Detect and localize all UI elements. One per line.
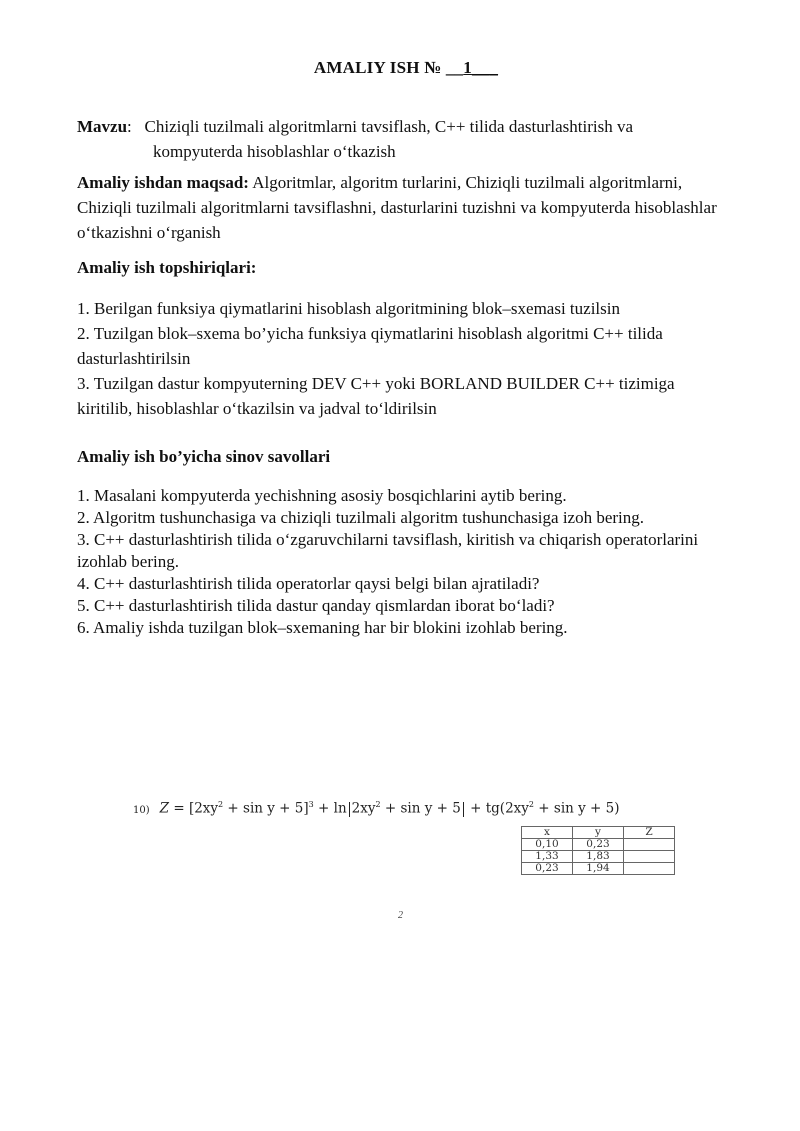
title-suffix: ___ [471, 58, 499, 77]
topic-colon: : [127, 117, 132, 136]
cell-x: 0,23 [522, 863, 573, 875]
task-item: 3. Tuzilgan dastur kompyuterning DEV C++ yoki BORLAND BUILDER C++ tizimiga kiritilib, hisoblashlar o‘tkazilsin va jadval to‘ldirilsin [77, 374, 675, 418]
page-title [0, 58, 800, 78]
formula-part3: + tg(2xy [465, 800, 529, 817]
cell-y: 1,83 [573, 851, 624, 863]
table-row [522, 839, 675, 851]
question-item: 4. C++ dasturlashtirish tilida operatorlar qaysi belgi bilan ajratiladi? [77, 574, 540, 593]
page-number: 2 [398, 910, 403, 921]
goal-section [77, 170, 717, 245]
abs-bar-right [463, 802, 464, 817]
question-item: 6. Amaliy ishda tuzilgan blok–sxemaning har bir blokini izohlab bering. [77, 618, 568, 637]
title-prefix: AMALIY ISH № __ [313, 58, 464, 77]
tasks-list [77, 296, 717, 421]
header-y: y [573, 827, 624, 839]
formula-part2: + ln [313, 800, 347, 817]
formula-cube: 3 [308, 800, 314, 809]
question-item: 5. C++ dasturlashtirish tilida dastur qanday qismlardan iborat bo‘ladi? [77, 596, 555, 615]
header-z: Z [624, 827, 675, 839]
formula-z: Z [159, 800, 170, 817]
question-item: 2. Algoritm tushunchasiga va chiziqli tuzilmali algoritm tushunchasiga izoh bering. [77, 508, 645, 527]
table-row [522, 863, 675, 875]
cell-z[interactable] [624, 851, 675, 863]
question-item: 3. C++ dasturlashtirish tilida o‘zgaruvchilarni tavsiflash, kiritish va chiqarish operatorlarini izohlab bering. [77, 530, 699, 571]
table-header-row [522, 827, 675, 839]
formula-part1: [2xy [188, 800, 219, 817]
formula-sq1: 2 [218, 800, 224, 809]
goal-label: Amaliy ishdan maqsad: [77, 173, 249, 192]
task-item: 1. Berilgan funksiya qiymatlarini hisoblash algoritmining blok–sxemasi tuzilsin [77, 299, 620, 318]
questions-heading: Amaliy ish bo’yicha sinov savollari [77, 447, 331, 466]
formula-index: 10) [133, 804, 150, 816]
formula-sq3: 2 [528, 800, 534, 809]
task-item: 2. Tuzilgan blok–sxema bo’yicha funksiya qiymatlarini hisoblash algoritmi C++ tilida dasturlashtirilsin [77, 324, 663, 368]
questions-list [77, 485, 727, 639]
topic-section [77, 114, 717, 164]
cell-x: 1,33 [522, 851, 573, 863]
cell-y: 1,94 [573, 863, 624, 875]
question-item: 1. Masalani kompyuterda yechishning asosiy bosqichlarini aytib bering. [77, 486, 567, 505]
cell-y: 0,23 [573, 839, 624, 851]
formula [133, 800, 620, 817]
topic-line-2: kompyuterda hisoblashlar o‘tkazish [153, 142, 396, 161]
formula-part2b: 2xy [351, 800, 376, 817]
title-number: 1 [463, 58, 472, 77]
table-row [522, 851, 675, 863]
tasks-heading: Amaliy ish topshiriqlari: [77, 258, 257, 277]
formula-eq: = [169, 800, 189, 817]
topic-label: Mavzu [77, 117, 128, 136]
cell-z[interactable] [624, 863, 675, 875]
goal-text: Algoritmlar, algoritm turlarini, Chiziqli tuzilmali algoritmlarni, Chiziqli tuzilmali algoritmlarni tavsiflashni, dasturlarini tuzishni va kompyuterda hisoblashlar o‘tkazishni o‘rganish [77, 173, 717, 242]
cell-z[interactable] [624, 839, 675, 851]
cell-x: 0,10 [522, 839, 573, 851]
abs-bar-left [349, 802, 350, 817]
formula-part3b: + sin y + 5) [534, 800, 620, 817]
formula-part2c: + sin y + 5 [380, 800, 461, 817]
formula-sq2: 2 [375, 800, 381, 809]
values-table [521, 826, 675, 875]
formula-part1b: + sin y + 5] [223, 800, 309, 817]
header-x: x [522, 827, 573, 839]
topic-line-1: Chiziqli tuzilmali algoritmlarni tavsiflash, C++ tilida dasturlashtirish va [144, 117, 634, 136]
